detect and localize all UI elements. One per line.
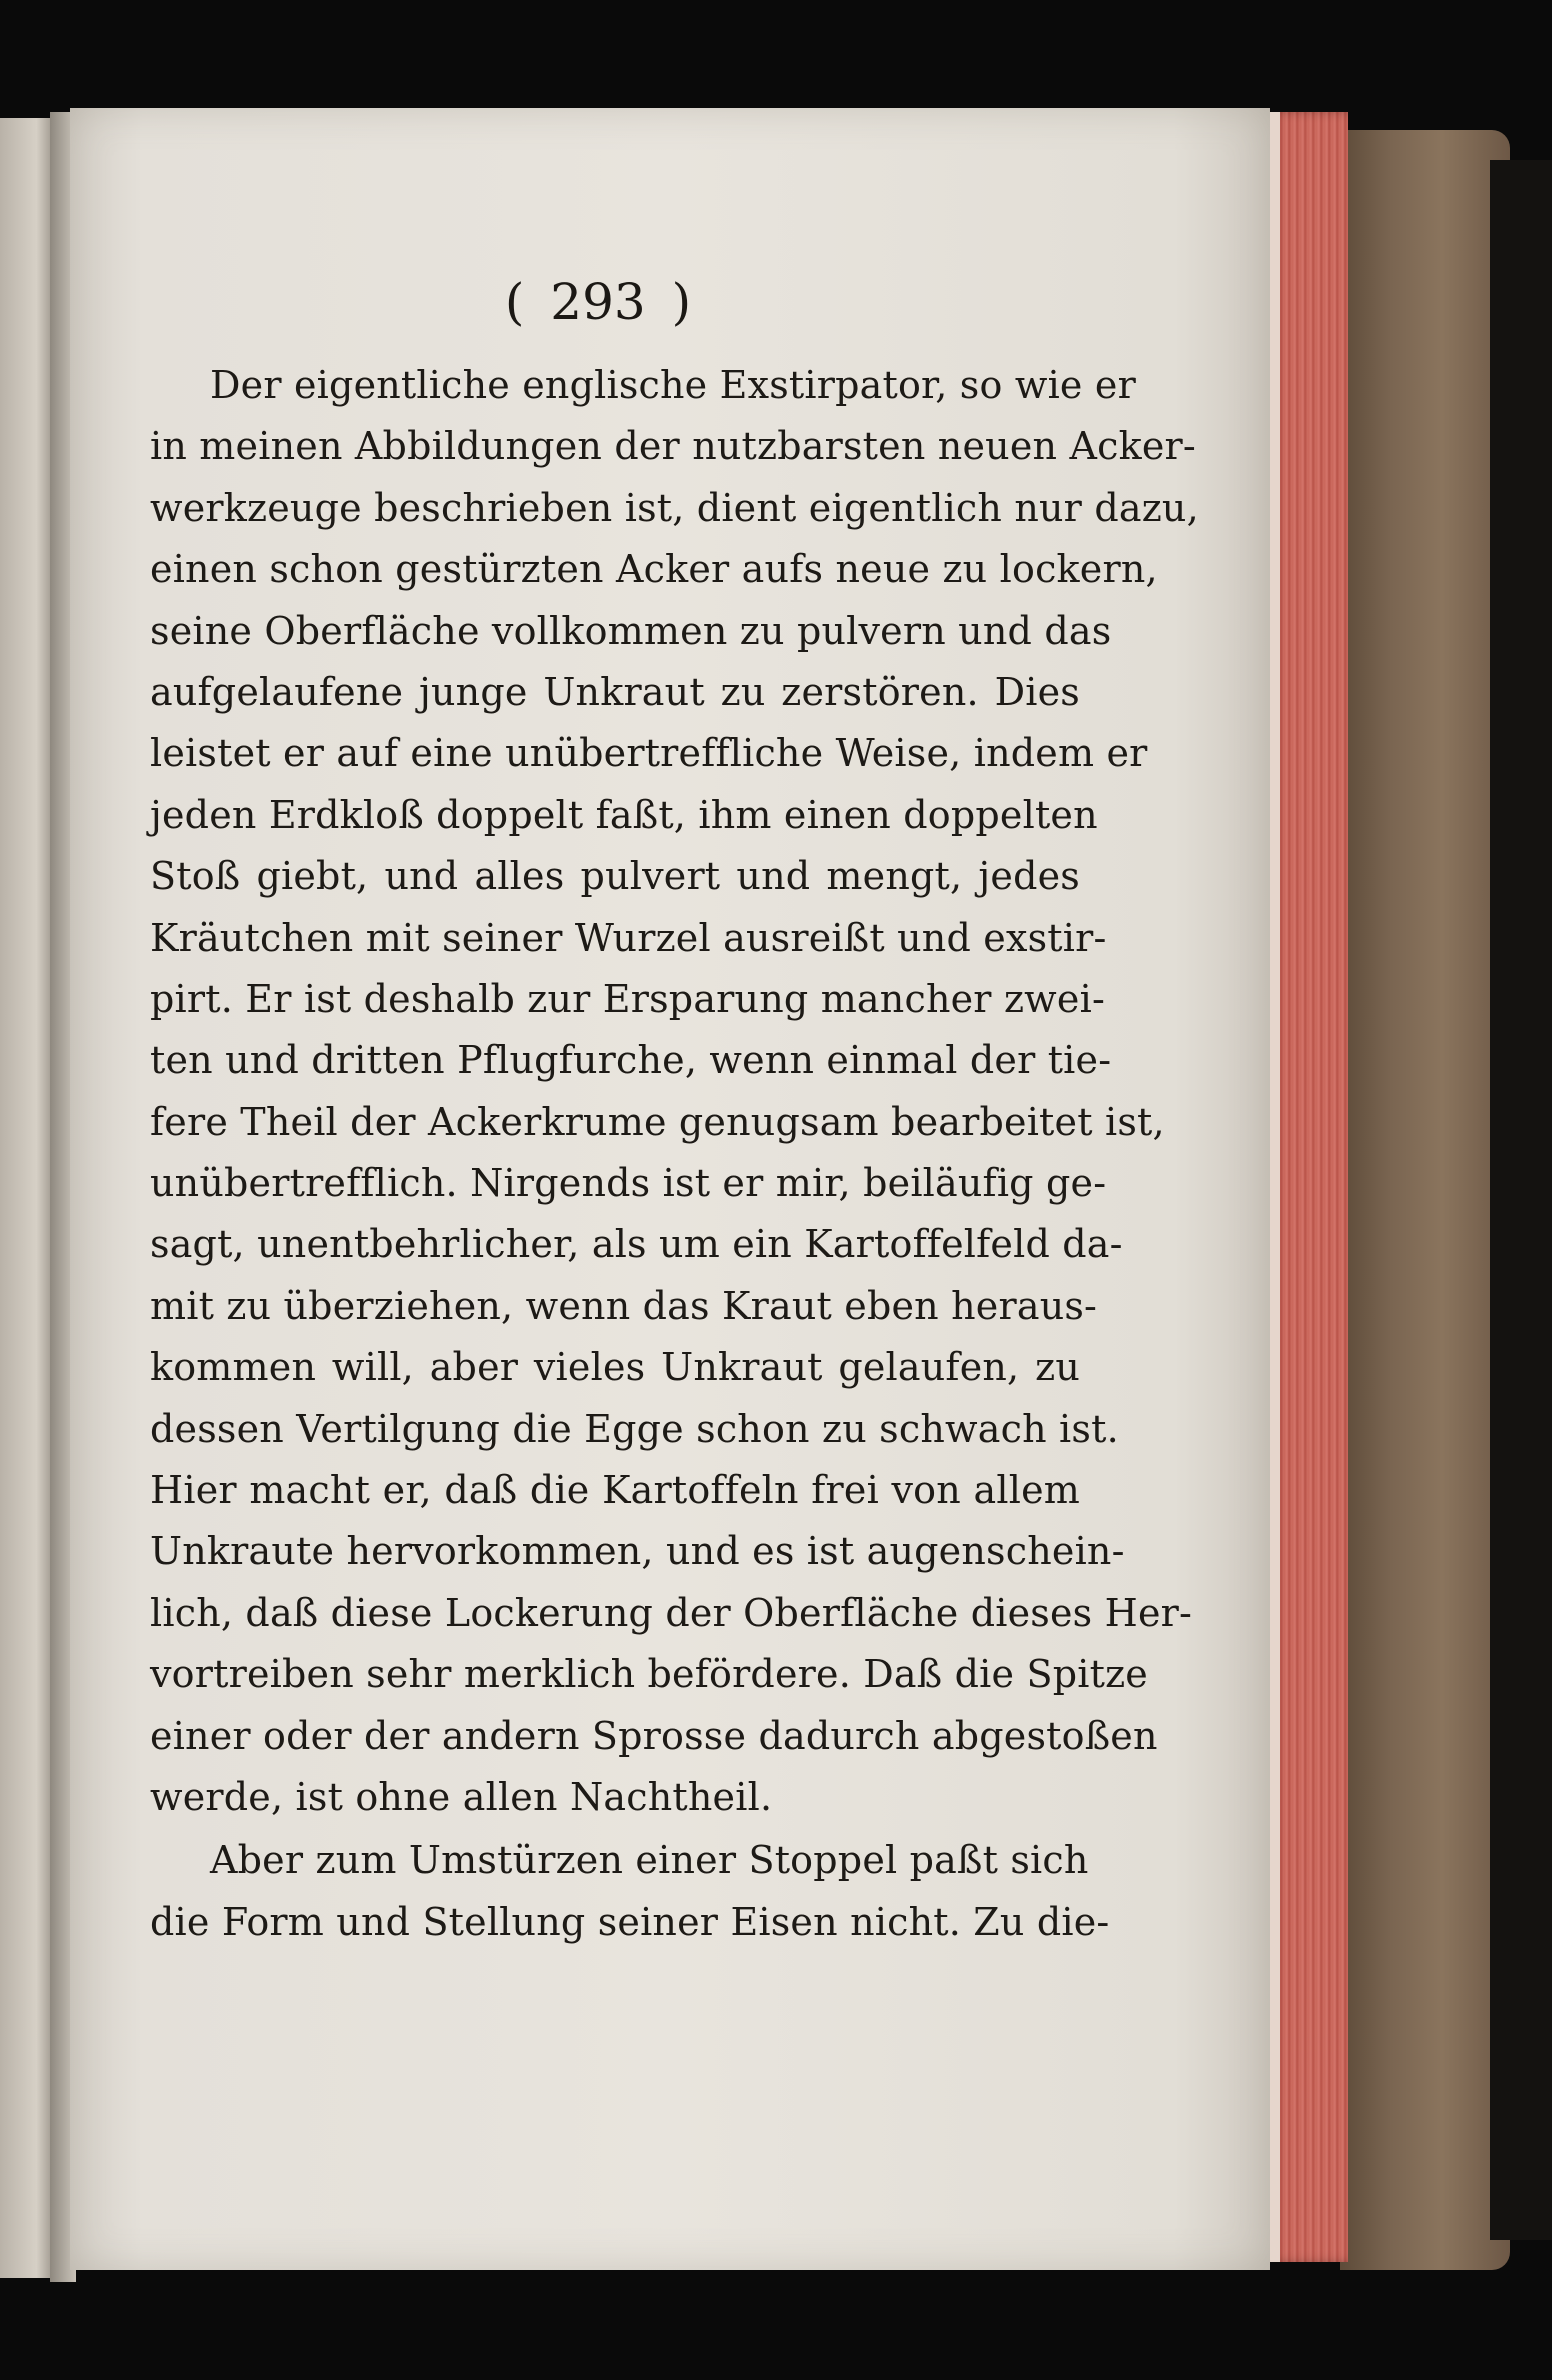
red-page-edges [1268, 112, 1348, 2262]
text-line: unübertrefflich. Nirgends ist er mir, beiläufig ge- [150, 1161, 1107, 1206]
paragraph-1 [150, 355, 1199, 1828]
text-line: werkzeuge beschrieben ist, dient eigentlich nur dazu, [150, 485, 1199, 530]
text-line: die Form und Stellung seiner Eisen nicht. Zu die- [150, 1899, 1110, 1944]
text-line: leistet er auf eine unübertreffliche Weise, indem er [150, 731, 1148, 776]
book-cover [1340, 130, 1510, 2270]
text-line: sagt, unentbehrlicher, als um ein Kartoffelfeld da- [150, 1222, 1123, 1267]
text-line: Der eigentliche englische Exstirpator, so wie er [210, 363, 1136, 407]
text-line: Aber zum Umstürzen einer Stoppel paßt sich [210, 1838, 1089, 1883]
text-line: werde, ist ohne allen Nachtheil. [150, 1774, 773, 1819]
text-line: mit zu überziehen, wenn das Kraut eben heraus- [150, 1283, 1098, 1328]
paragraph-2 [150, 1830, 1110, 1953]
header-paren-open: ( [504, 273, 525, 331]
text-line: pirt. Er ist deshalb zur Ersparung mancher zwei- [150, 976, 1105, 1021]
text-line: einen schon gestürzten Acker aufs neue zu lockern, [150, 547, 1158, 592]
page-header [478, 262, 718, 342]
text-line: in meinen Abbildungen der nutzbarsten neuen Acker- [150, 424, 1196, 469]
text-line: Stoß giebt, und alles pulvert und mengt, jedes [150, 854, 1080, 899]
text-line: Hier macht er, daß die Kartoffeln frei von allem [150, 1468, 1080, 1513]
text-line: vortreiben sehr merklich befördere. Daß die Spitze [150, 1652, 1148, 1697]
body-text [150, 355, 1199, 1953]
page-number: 293 [550, 273, 646, 331]
header-paren-close: ) [671, 273, 692, 331]
text-line: aufgelaufene junge Unkraut zu zerstören. Dies [150, 669, 1080, 714]
text-line: kommen will, aber vieles Unkraut gelaufen, zu [150, 1345, 1080, 1390]
facing-page-edge [0, 118, 52, 2278]
background-shadow [1490, 160, 1552, 2240]
text-line: seine Oberfläche vollkommen zu pulvern und das [150, 608, 1112, 653]
text-line: Unkraute hervorkommen, und es ist augenschein- [150, 1529, 1125, 1574]
text-line: jeden Erdkloß doppelt faßt, ihm einen doppelten [150, 792, 1098, 837]
text-line: lich, daß diese Lockerung der Oberfläche dieses Her- [150, 1590, 1193, 1635]
text-line: fere Theil der Ackerkrume genugsam bearbeitet ist, [150, 1099, 1165, 1144]
text-line: einer oder der andern Sprosse dadurch abgestoßen [150, 1713, 1158, 1758]
text-line: ten und dritten Pflugfurche, wenn einmal der tie- [150, 1038, 1112, 1083]
text-line: Kräutchen mit seiner Wurzel ausreißt und exstir- [150, 915, 1107, 960]
text-line: dessen Vertilgung die Egge schon zu schwach ist. [150, 1406, 1119, 1451]
